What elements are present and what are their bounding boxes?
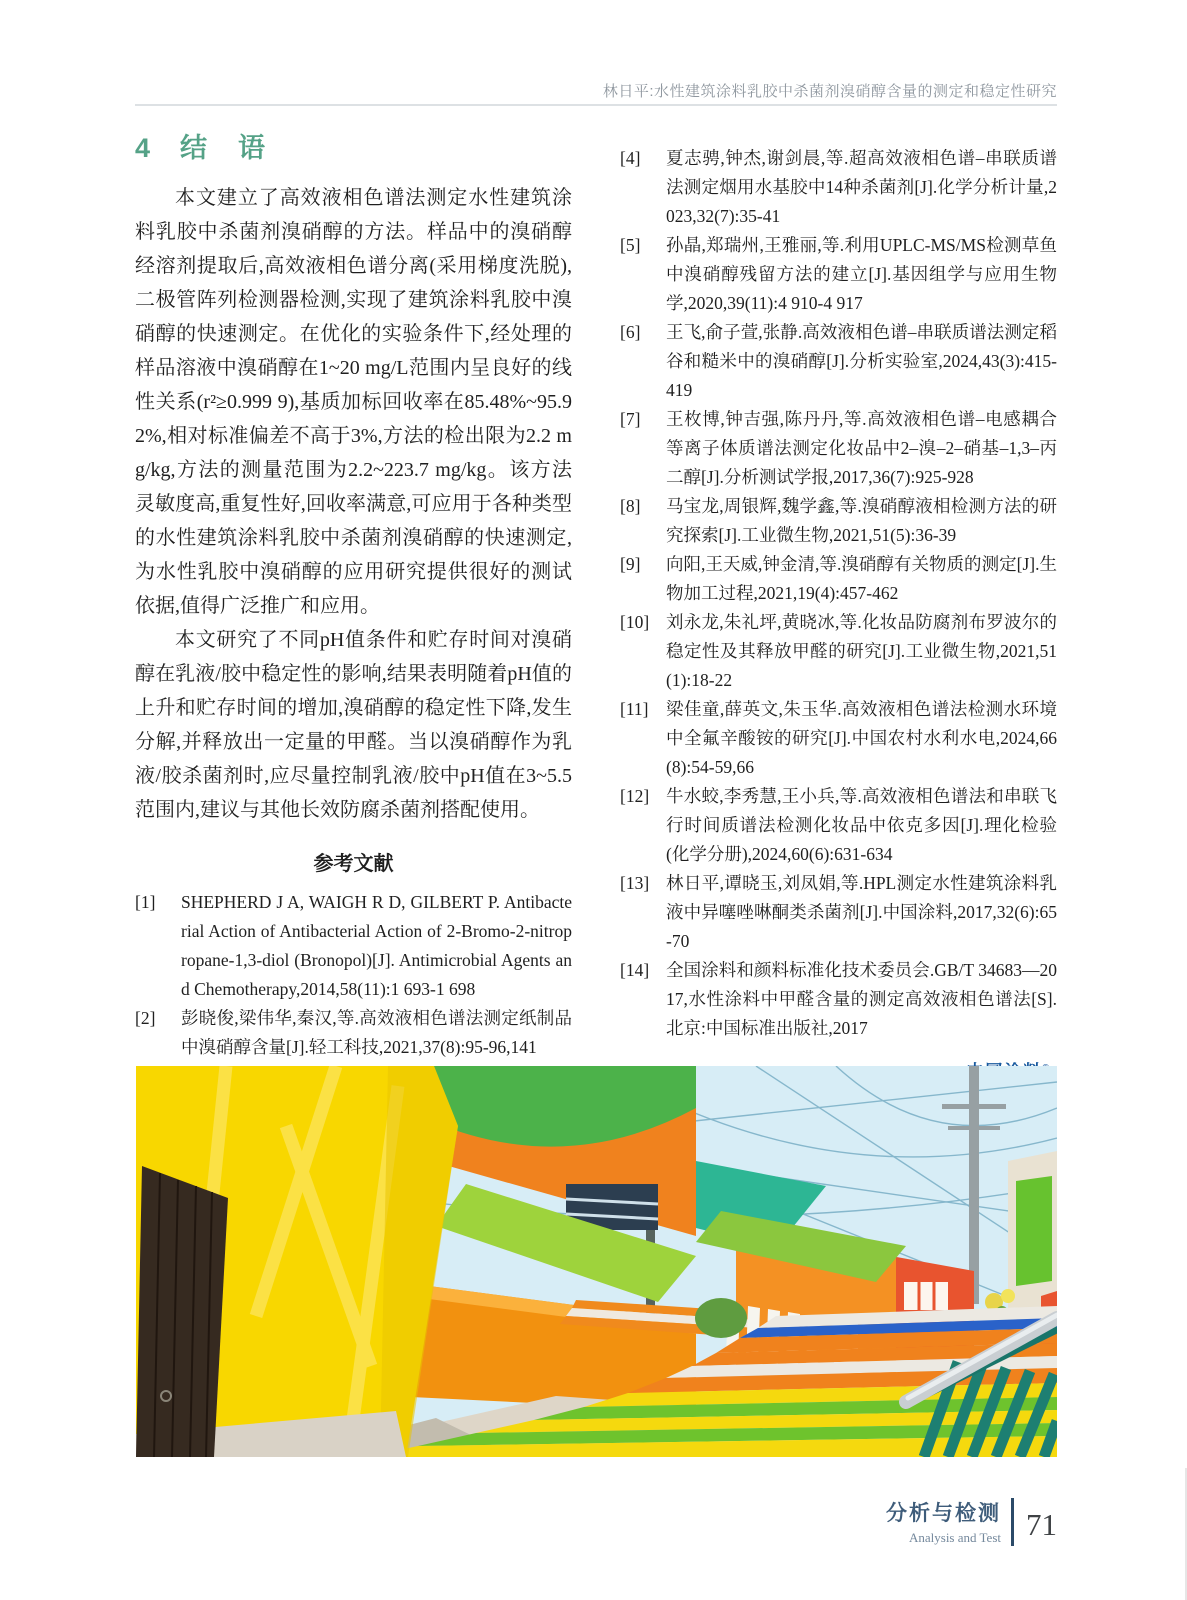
- footer-section-cn: 分析与检测: [886, 1502, 1001, 1525]
- page-content: [135, 118, 1057, 1120]
- reference-number: [10]: [620, 612, 650, 632]
- reference-text: 彭晓俊,梁伟华,秦汉,等.高效液相色谱法测定纸制品中溴硝醇含量[J].轻工科技,2021,37(8):95-96,141: [181, 1008, 572, 1057]
- reference-text: 刘永龙,朱礼坪,黄晓冰,等.化妆品防腐剂布罗波尔的稳定性及其释放甲醛的研究[J].工业微生物,2021,51(1):18-22: [666, 612, 1057, 690]
- reference-text: 孙晶,郑瑞州,王雅丽,等.利用UPLC-MS/MS检测草鱼中溴硝醇残留方法的建立[J].基因组学与应用生物学,2020,39(11):4 910-4 917: [666, 235, 1057, 313]
- reference-item: [620, 869, 1057, 956]
- reference-item: [620, 492, 1057, 550]
- reference-item: [620, 695, 1057, 782]
- left-column: [135, 118, 572, 1120]
- reference-number: [13]: [620, 873, 650, 893]
- reference-text: 王飞,俞子萱,张静.高效液相色谱–串联质谱法测定稻谷和糙米中的溴硝醇[J].分析实验室,2024,43(3):415-419: [666, 322, 1057, 400]
- reference-number: [9]: [620, 554, 641, 574]
- reference-item: [135, 888, 572, 1004]
- conclusion-paragraph-1: 本文建立了高效液相色谱法测定水性建筑涂料乳胶中杀菌剂溴硝醇的方法。样品中的溴硝醇经溶剂提取后,高效液相色谱分离(采用梯度洗脱),二极管阵列检测器检测,实现了建筑涂料乳胶中溴硝醇的快速测定。在优化的实验条件下,经处理的样品溶液中溴硝醇在1~20 mg/L范围内呈良好的线性关系(r²≥0.999 9),基质加标回收率在85.48%~95.92%,相对标准偏差不高于3%,方法的检出限为2.2 mg/kg,方法的测量范围为2.2~223.7 mg/kg。该方法灵敏度高,重复性好,回收率满意,可应用于各种类型的水性建筑涂料乳胶中杀菌剂溴硝醇的快速测定,为水性乳胶中溴硝醇的应用研究提供很好的测试依据,值得广泛推广和应用。: [135, 187, 572, 617]
- reference-text: SHEPHERD J A, WAIGH R D, GILBERT P. Antibacterial Action of Antibacterial Action of 2-Bromo-2-nitropropane-1,3-diol (Bronopol)[J]. Antimicrobial Agents and Chemotherapy,2014,58(11):1 693-1 698: [181, 892, 572, 999]
- right-column: [620, 118, 1057, 1120]
- references-heading: 参考文献: [313, 853, 394, 875]
- reference-text: 牛水蛟,李秀慧,王小兵,等.高效液相色谱法和串联飞行时间质谱法检测化妆品中依克多因[J].理化检验(化学分册),2024,60(6):631-634: [666, 786, 1057, 864]
- reference-text: 梁佳童,薛英文,朱玉华.高效液相色谱法检测水环境中全氟辛酸铵的研究[J].中国农村水利水电,2024,66(8):54-59,66: [666, 699, 1057, 777]
- reference-number: [8]: [620, 496, 641, 516]
- reference-number: [1]: [135, 892, 156, 912]
- conclusion-paragraph-2: 本文研究了不同pH值条件和贮存时间对溴硝醇在乳液/胶中稳定性的影响,结果表明随着pH值的上升和贮存时间的增加,溴硝醇的稳定性下降,发生分解,并释放出一定量的甲醛。当以溴硝醇作为乳液/胶杀菌剂时,应尽量控制乳液/胶中pH值在3~5.5范围内,建议与其他长效防腐杀菌剂搭配使用。: [135, 629, 572, 821]
- reference-item: [620, 144, 1057, 231]
- page-footer: [886, 1497, 1057, 1546]
- reference-number: [7]: [620, 409, 641, 429]
- reference-item: [135, 1004, 572, 1062]
- reference-item: [620, 231, 1057, 318]
- reference-item: [620, 608, 1057, 695]
- reference-text: 林日平,谭晓玉,刘凤娟,等.HPL测定水性建筑涂料乳液中异噻唑啉酮类杀菌剂[J].中国涂料,2017,32(6):65-70: [666, 873, 1057, 951]
- reference-text: 夏志骋,钟杰,谢剑晨,等.超高效液相色谱–串联质谱法测定烟用水基胶中14种杀菌剂[J].化学分析计量,2023,32(7):35-41: [666, 148, 1057, 226]
- reference-text: 马宝龙,周银辉,魏学鑫,等.溴硝醇液相检测方法的研究探索[J].工业微生物,2021,51(5):36-39: [666, 496, 1057, 545]
- reference-text: 全国涂料和颜料标准化技术委员会.GB/T 34683—2017,水性涂料中甲醛含量的测定高效液相色谱法[S].北京:中国标准出版社,2017: [666, 960, 1057, 1038]
- reference-text: 王枚博,钟吉强,陈丹丹,等.高效液相色谱–电感耦合等离子体质谱法测定化妆品中2–溴–2–硝基–1,3–丙二醇[J].分析测试学报,2017,36(7):925-928: [666, 409, 1057, 487]
- reference-number: [5]: [620, 235, 641, 255]
- reference-number: [11]: [620, 699, 649, 719]
- conclusion-heading: [135, 126, 572, 165]
- header-rule: [135, 104, 1057, 106]
- reference-number: [4]: [620, 148, 641, 168]
- street-photo: [136, 1066, 1057, 1457]
- reference-number: [6]: [620, 322, 641, 342]
- reference-number: [2]: [135, 1008, 156, 1028]
- conclusion-heading-title: 结 语: [180, 133, 268, 163]
- reference-item: [620, 318, 1057, 405]
- reference-item: [620, 405, 1057, 492]
- reference-number: [14]: [620, 960, 650, 980]
- running-head-title: 林日平:水性建筑涂料乳胶中杀菌剂溴硝醇含量的测定和稳定性研究: [602, 83, 1057, 100]
- page-number: 71: [1026, 1506, 1057, 1542]
- reference-item: [620, 550, 1057, 608]
- references-list-right: [620, 144, 1057, 1043]
- conclusion-heading-number: 4: [135, 133, 153, 163]
- reference-number: [12]: [620, 786, 650, 806]
- street-photo-illustration: [136, 1066, 1057, 1457]
- reference-item: [620, 956, 1057, 1043]
- footer-divider: [1011, 1498, 1014, 1546]
- footer-section-label: [886, 1497, 1001, 1546]
- footer-section-en: Analysis and Test: [908, 1530, 1001, 1545]
- reference-text: 向阳,王天威,钟金清,等.溴硝醇有关物质的测定[J].生物加工过程,2021,19(4):457-462: [666, 554, 1057, 603]
- reference-item: [620, 782, 1057, 869]
